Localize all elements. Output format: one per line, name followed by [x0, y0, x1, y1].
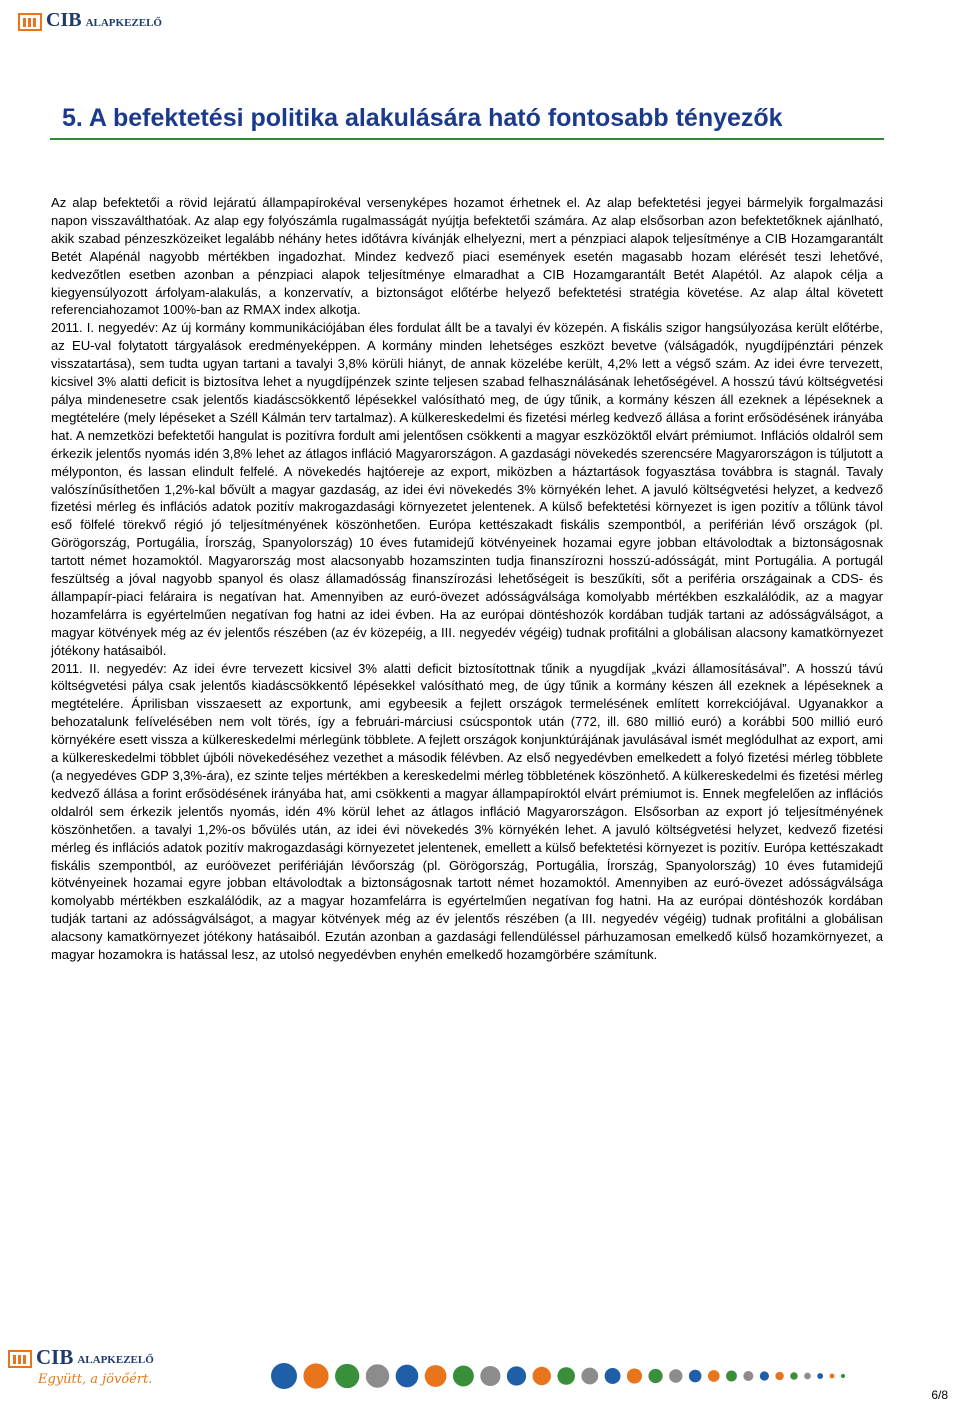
footer-dot — [425, 1365, 447, 1387]
footer-dot — [726, 1371, 737, 1382]
footer-dot — [790, 1372, 798, 1380]
title-divider — [50, 138, 884, 140]
footer-dot — [804, 1373, 811, 1380]
footer-dot — [830, 1374, 835, 1379]
footer-dot — [303, 1363, 328, 1388]
section-title: 5. A befektetési politika alakulására ható fontosabb tényezők — [62, 104, 783, 132]
footer-logo — [8, 1345, 154, 1387]
footer-dot — [557, 1367, 575, 1385]
footer-dot — [507, 1366, 526, 1385]
logo-name: CIB — [46, 9, 82, 31]
footer-slogan: Együtt, a jövőért. — [38, 1372, 153, 1387]
footer-dot — [841, 1374, 845, 1378]
footer-dot — [396, 1365, 419, 1388]
cib-logo-icon — [18, 10, 42, 32]
footer-dot — [533, 1367, 551, 1385]
paragraph-q1: 2011. I. negyedév: Az új kormány kommunikációjában éles fordulat állt be a tavalyi év közepén. A fiskális szigor hangsúlyozása került előtérbe, az EU-val folytatott tárgyalások eredményeképpen. A kormány minden lehetséges eszközt bevetve (válságadók, nyugdíjpénztári pénzek visszatartása), sem tudta ugyan tartani a tavalyi 3,8% körüli hiányt, de annak közelébe került, 4,2% lett a végső szám. Az idei évre tervezett, kicsivel 3% alatti deficit is biztosítva lehet a nyugdíjpénzek szinte teljesen szabad felhasználásának lehetőségével. A hosszú távú költségvetési pálya mindenesetre csak jelentős kiadáscsökkentő lépésekkel valósítható meg, de úgy tűnik, a kormány készen áll ezeknek a lépéseknek a megtételére (mely lépéseket a Széll Kálmán terv tartalmaz). A külkereskedelmi és fizetési mérleg kedvező állása a forint erősödésének irányába hat. A nemzetközi befektetői hangulat is pozitívra fordult ami jelentősen csökkenti a magyar eszközöktől elvárt prémiumot. Inflációs oldalról sem érkezik jelentős nyomás idén 3,8% lehet az átlagos infláció Magyarországon. A gazdasági növekedés szerencsére Magyarországon is túljutott a mélyponton, és lassan elindult felfelé. A növekedés hajtóereje az export, miközben a háztartások fogyasztása továbbra is stagnál. Tavaly valószínűsíthetően 1,2%-kal bővült a magyar gazdaság, az idei évi növekedés 3% környékén lehet. A javuló költségvetési helyzet, a kedvező fizetési mérleg és inflációs adatok pozitív makrogazdasági környezetet jelentenek. A külső befektetési környezet is igen pozitív a tőlünk távol eső fölfelé törekvő régió jó teljesítményének köszönhetően. Európa kettészakadt fiskális szempontból, a periférián lévő országok (pl. Görögország, Portugália, Írország, Spanyolország) 10 éves futamidejű kötvényeinek hozamai egyre jobban eltávolodtak a biztonságosnak tartott német hozamoktól. Magyarország most alacsonyabb hozamszinten tudja finanszírozni hosszú-adósságát, mint Portugália. A portugál feszültség a jóval nagyobb spanyol és olasz államadósság finanszírozási lehetőségeit is beszűkíti, sőt a periféria országainak a CDS- és állampapír-piaci feláraira is negatívan hat. Amennyiben az euró-övezet adósságválsága komolyabb mértékben eszkalálódik, az a magyar hozamfelárra is egyértelműen negatívan fog hatni az idei évben. Ha az európai döntéshozók kordában tudják tartani az adósságválságot, a magyar kötvények még az év jelentős részében (az év közepéig, a III. negyedév végéig) tudnak profitálni a globálisan alacsony kamatkörnyezet jótékony hatásaiból. — [51, 320, 883, 658]
footer-dot — [335, 1364, 359, 1388]
footer-dot — [817, 1373, 823, 1379]
footer-dot — [605, 1368, 621, 1384]
footer-dot — [581, 1368, 598, 1385]
cib-footer-logo-icon — [8, 1347, 32, 1369]
footer-logo-subtitle: ALAPKEZELŐ — [77, 1354, 154, 1366]
paragraph-intro: Az alap befektetői a rövid lejáratú állampapírokéval versenyképes hozamot érhetnek el. Az alap befektetési jegyei bármelyik forgalmazási napon visszaválthatóak. Az alap egy folyószámla rugalmasságát nyújtja befektetői számára. Az alap elsősorban azon befektetőknek ajánlható, akik szabad pénzeszközeiket legalább néhány hetes időtávra kívánják elhelyezni, mert a pénzpiaci alapok teljesítménye a CIB Hozamgarantált Betét Alapénál nagyobb mértékben ingadozhat. Mindez kedvező piaci események esetén magasabb hozam elérését teszi lehetővé, kedvezőtlen esetben azonban a pénzpiaci alapok teljesítménye elmaradhat a CIB Hozamgarantált Betét Alapétól. Az alapok célja a kiegyensúlyozott árfolyam-alakulás, a konzervatív, a biztonságot előtérbe helyező befektetési stratégia követése. Az alap által követett referenciahozamot 100%-ban az RMAX index alkotja. — [51, 195, 883, 318]
footer-dot — [708, 1370, 720, 1382]
footer-dot-band — [270, 1362, 960, 1390]
footer-dot — [669, 1369, 682, 1382]
footer-dot — [648, 1369, 662, 1383]
page-number: 6/8 — [931, 1388, 948, 1402]
paragraph-q2: 2011. II. negyedév: Az idei évre tervezett kicsivel 3% alatti deficit biztosítottnak tűnik a nyugdíjak „kvázi államosításával”. A hosszú távú költségvetési pálya csak jelentős kiadáscsökkentő lépésekkel valósítható meg, de úgy tűnik a kormány készen áll ezeknek a lépéseknek a megtételére. Áprilisban visszaesett az exportunk, ami egybeesik a fejlett országok termelésének említett korrekciójával. Ugyanakkor a behozatalunk felívelésében nem volt törés, így a februári-márciusi csúcspontok után (772, ill. 680 millió euró) a korábbi 500 millió euró környékére esett vissza a külkereskedelmi mérlegünk többlete. A fejlett országok konjunktúrájának javulásával ismét meglódulhat az export, ami a külkereskedelmi többlet újbóli növekedéséhez vezethet a második félévben. Az első negyedévben emelkedett a folyó fizetési mérleg többlete (a negyedéves GDP 3,3%-ára), ez szinte teljes mértékben a kereskedelmi mérleg többletének köszönhető. A külkereskedelmi és fizetési mérleg kedvező állása a forint erősödésének irányába hat, ami csökkenti a magyar állampapíroktól elvárt prémiumot is. Ennek megfelelően az inflációs oldalról sem érkezik jelentős nyomás, idén 4% körül lehet az átlagos infláció Magyarországon. Elsősorban az export jó teljesítményének köszönhetően. a tavalyi 1,2%-os bővülés után, az idei évi növekedés 3% környékén lehet. A javuló költségvetési helyzet, kedvező fizetési mérleg és inflációs adatok pozitív makrogazdasági környezetet jelentenek, emellett a külső befektetési környezet is pozitív. Európa kettészakadt fiskális szempontból, az euróövezet perifériáján lévőország (pl. Görögország, Portugália, Írország, Spanyolország) 10 éves futamidejű kötvényeinek hozamai egyre jobban eltávolodtak a biztonságosnak tartott német hozamoktól. Amennyiben az euró-övezet adósságválsága komolyabb mértékben eszkalálódik, az a magyar hozamfelárra is egyértelműen negatívan fog hatni. Ha az európai döntéshozók kordában tudják tartani az adósságválságot, a magyar kötvények még az év jelentős részében (a III. negyedév végéig) tudnak profitálni a globálisan alacsony kamatkörnyezet jótékony hatásaiból. Ezután azonban a gazdasági fellendüléssel párhuzamosan emelkedő külső hozamkörnyezet, a magyar hozamokra is hatással lesz, az utolsó negyedévben enyhén emelkedő hozamgörbére számítunk. — [51, 660, 883, 963]
footer-dot — [453, 1366, 474, 1387]
body-text — [51, 194, 883, 964]
footer-dot — [743, 1371, 753, 1381]
footer-dot — [366, 1364, 389, 1387]
footer-dot — [480, 1366, 500, 1386]
header-logo — [18, 9, 162, 32]
footer-dot — [760, 1371, 769, 1380]
footer-dot — [271, 1363, 297, 1389]
footer-logo-name: CIB — [36, 1345, 74, 1369]
logo-subtitle: ALAPKEZELŐ — [85, 17, 162, 29]
footer-dot — [627, 1368, 642, 1383]
footer-dot — [689, 1370, 702, 1383]
footer-dot — [775, 1372, 783, 1380]
